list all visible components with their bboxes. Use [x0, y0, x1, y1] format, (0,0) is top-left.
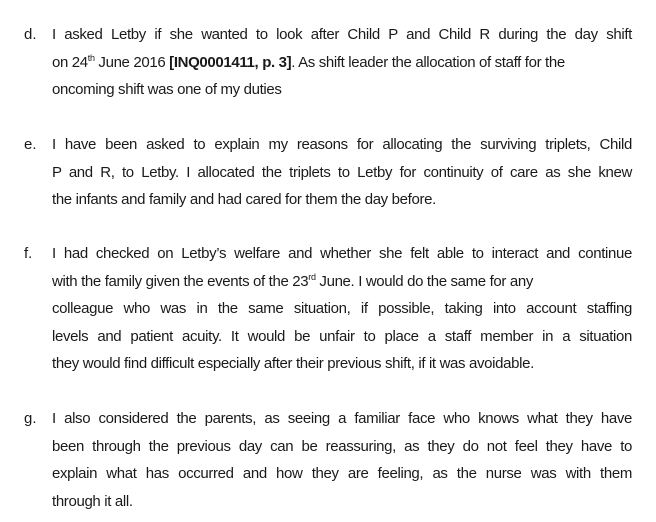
text-line: I asked Letby if she wanted to look after Child P and Child R during the day shift	[52, 26, 632, 43]
paragraph-text	[52, 21, 632, 104]
text-line: on 24th June 2016 [INQ0001411, p. 3]. As shift leader the allocation of staff for the	[52, 52, 565, 71]
paragraph-text	[52, 240, 632, 378]
text-line: through it all.	[52, 492, 133, 510]
superscript: rd	[308, 271, 316, 282]
text-line: oncoming shift was one of my duties	[52, 81, 282, 98]
list-letter: g.	[24, 410, 37, 427]
list-letter: f.	[24, 245, 33, 262]
list-letter: e.	[24, 136, 37, 153]
paragraph-text	[52, 405, 632, 515]
text-line: colleague who was in the same situation, if possible, taking into account staffing	[52, 300, 632, 317]
text-line: P and R, to Letby. I allocated the triplets to Letby for continuity of care as she knew	[52, 163, 632, 181]
text-line: I have been asked to explain my reasons for allocating the surviving triplets, Child	[52, 136, 632, 153]
text-line: with the family given the events of the 23rd June. I would do the same for any	[52, 271, 534, 290]
text-line: I also considered the parents, as seeing a familiar face who knows what they have	[52, 410, 632, 427]
paragraph-text	[52, 131, 632, 214]
citation-reference: [INQ0001411, p. 3]	[169, 53, 292, 71]
superscript: th	[87, 52, 95, 63]
text-line: been through the previous day can be reassuring, as they do not feel they have to	[52, 437, 632, 455]
text-line: levels and patient acuity. It would be unfair to place a staff member in a situation	[52, 327, 632, 345]
text-line: they would find difficult especially after their previous shift, if it was avoidable.	[52, 355, 534, 372]
text-line: explain what has occurred and how they are feeling, as the nurse was with them	[52, 465, 632, 482]
text-line: I had checked on Letby’s welfare and whether she felt able to interact and continue	[52, 245, 632, 262]
list-letter: d.	[24, 26, 37, 43]
text-line: the infants and family and had cared for them the day before.	[52, 191, 436, 208]
